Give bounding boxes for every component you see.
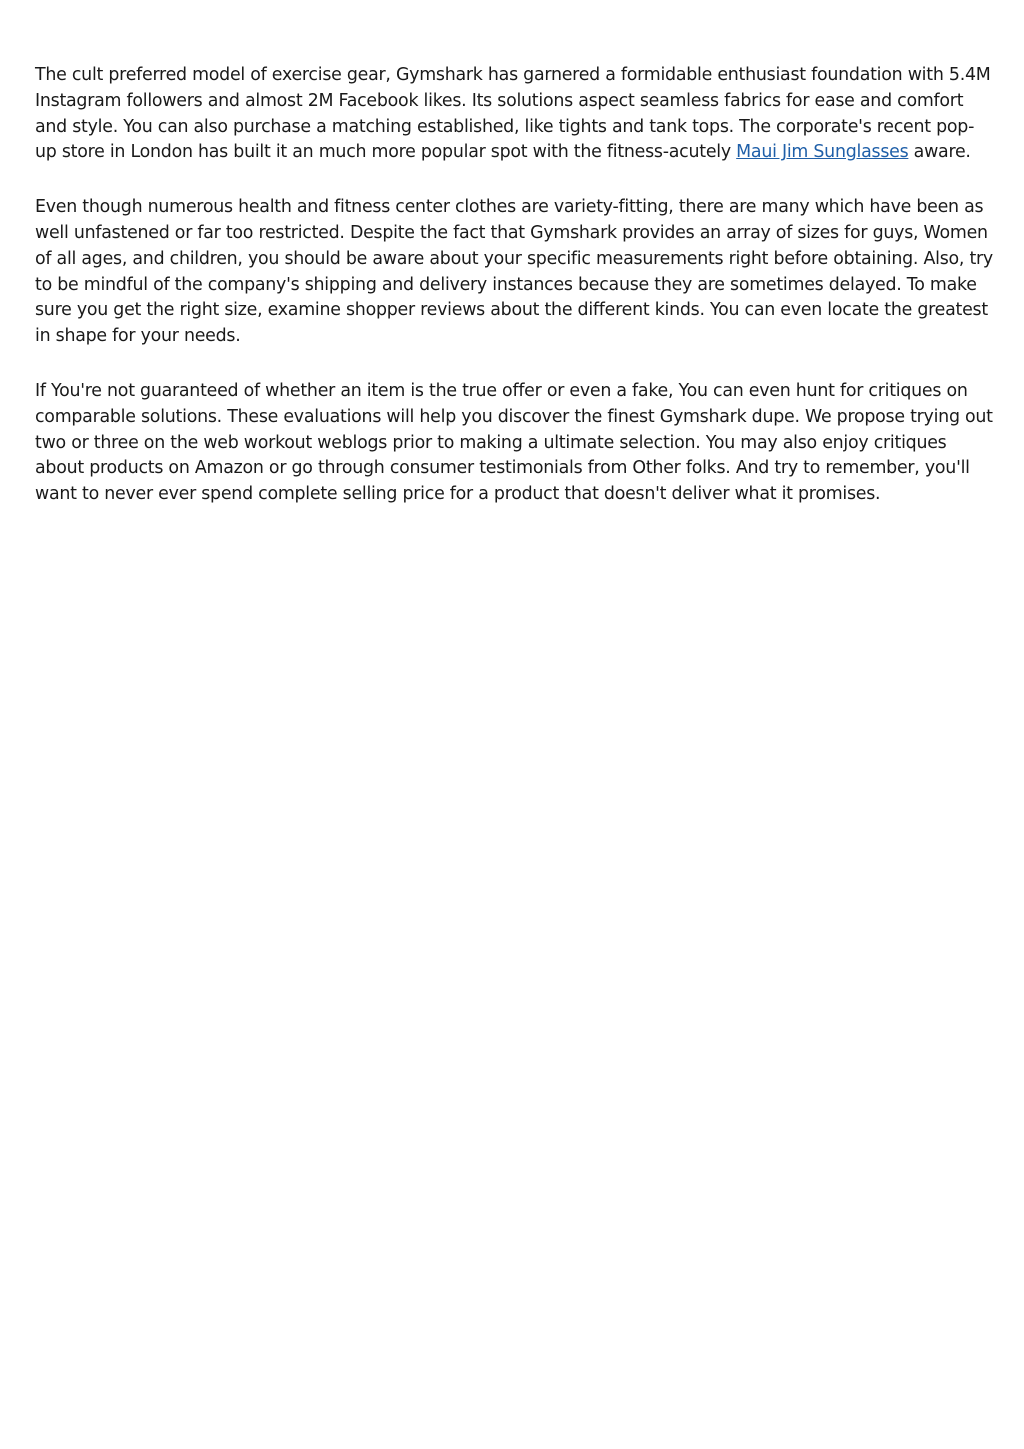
document-body	[35, 63, 995, 537]
maui-jim-sunglasses-link[interactable]: Maui Jim Sunglasses	[736, 142, 909, 163]
paragraph-2: Even though numerous health and fitness center clothes are variety-fitting, there are many which have been as well unfastened or far too restricted. Despite the fact that Gymshark provides an array of sizes for guys, Women of all ages, and children, you should be aware about your specific measurements right before obtaining. Also, try to be mindful of the company's shipping and delivery instances because they are sometimes delayed. To make sure you get the right size, examine shopper reviews about the different kinds. You can even locate the greatest in shape for your needs.	[35, 197, 993, 347]
paragraph-3: If You're not guaranteed of whether an item is the true offer or even a fake, You can even hunt for critiques on comparable solutions. These evaluations will help you discover the finest Gymshark dupe. We propose trying out two or three on the web workout weblogs prior to making a ultimate selection. You may also enjoy critiques about products on Amazon or go through consumer testimonials from Other folks. And try to remember, you'll want to never ever spend complete selling price for a product that doesn't deliver what it promises.	[35, 380, 993, 505]
paragraph-1-text-before-link: The cult preferred model of exercise gear, Gymshark has garnered a formidable enthusiast foundation with 5.4M Instagram followers and almost 2M Facebook likes. Its solutions aspect seamless fabrics for ease and comfort and style. You can also purchase a matching established, like tights and tank tops. The corporate's recent pop-up store in London has built it an much more popular spot with the fitness-acutely	[35, 65, 991, 163]
paragraph-1	[35, 63, 995, 166]
paragraph-1-text-after-link: aware.	[908, 142, 971, 163]
